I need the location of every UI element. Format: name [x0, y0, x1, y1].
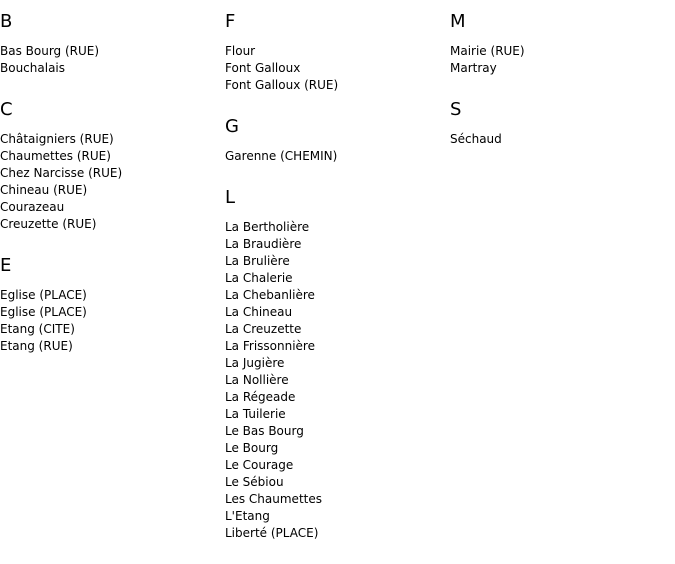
street-list [225, 43, 445, 94]
street-link[interactable]: La Régeade [225, 390, 296, 404]
letter-group-b [0, 11, 220, 77]
street-link[interactable]: Font Galloux [225, 61, 301, 75]
street-link[interactable]: La Jugière [225, 356, 285, 370]
street-link[interactable]: La Nollière [225, 373, 289, 387]
letter-group-e [0, 255, 220, 355]
street-link[interactable]: Martray [450, 61, 497, 75]
letter-group-f [225, 11, 445, 94]
letter-heading: S [450, 99, 462, 120]
street-link[interactable]: La Brulière [225, 254, 290, 268]
street-link[interactable]: La Bertholière [225, 220, 310, 234]
street-link[interactable]: La Chineau [225, 305, 293, 319]
street-link[interactable]: Flour [225, 44, 256, 58]
street-link[interactable]: La Creuzette [225, 322, 302, 336]
street-link[interactable]: Les Chaumettes [225, 492, 322, 506]
index-column-3 [450, 0, 670, 170]
letter-group-g [225, 116, 445, 165]
street-link[interactable]: Le Courage [225, 458, 294, 472]
letter-heading: F [225, 11, 236, 32]
street-list [0, 287, 220, 355]
street-link[interactable]: Eglise (PLACE) [0, 288, 87, 302]
letter-heading: M [450, 11, 466, 32]
street-link[interactable]: La Chebanlière [225, 288, 315, 302]
street-link[interactable]: Garenne (CHEMIN) [225, 149, 338, 163]
street-link[interactable]: Chaumettes (RUE) [0, 149, 111, 163]
letter-group-c [0, 99, 220, 233]
street-link[interactable]: Courazeau [0, 200, 65, 214]
letter-heading: G [225, 116, 239, 137]
street-list [450, 43, 670, 77]
letter-group-l [225, 187, 445, 542]
street-link[interactable]: Etang (RUE) [0, 339, 73, 353]
street-link[interactable]: La Frissonnière [225, 339, 315, 353]
street-list [225, 148, 445, 165]
street-list [225, 219, 445, 542]
street-link[interactable]: Le Bourg [225, 441, 279, 455]
street-link[interactable]: Le Bas Bourg [225, 424, 304, 438]
street-link[interactable]: Châtaigniers (RUE) [0, 132, 114, 146]
index-column-1 [0, 0, 220, 377]
letter-heading: E [0, 255, 12, 276]
street-link[interactable]: Chineau (RUE) [0, 183, 88, 197]
street-link[interactable]: Creuzette (RUE) [0, 217, 97, 231]
street-list [0, 43, 220, 77]
letter-heading: C [0, 99, 13, 120]
street-link[interactable]: L'Etang [225, 509, 270, 523]
street-link[interactable]: Eglise (PLACE) [0, 305, 87, 319]
street-link[interactable]: Chez Narcisse (RUE) [0, 166, 123, 180]
index-column-2 [225, 0, 445, 564]
street-link[interactable]: Mairie (RUE) [450, 44, 525, 58]
street-link[interactable]: Bouchalais [0, 61, 66, 75]
street-link[interactable]: Liberté (PLACE) [225, 526, 319, 540]
letter-heading: L [225, 187, 236, 208]
street-link[interactable]: Séchaud [450, 132, 502, 146]
street-link[interactable]: Font Galloux (RUE) [225, 78, 339, 92]
street-link[interactable]: La Braudière [225, 237, 302, 251]
street-link[interactable]: Bas Bourg (RUE) [0, 44, 100, 58]
street-link[interactable]: Le Sébiou [225, 475, 284, 489]
street-list [450, 131, 670, 148]
letter-heading: B [0, 11, 13, 32]
letter-group-m [450, 11, 670, 77]
street-link[interactable]: Etang (CITE) [0, 322, 75, 336]
street-link[interactable]: La Tuilerie [225, 407, 286, 421]
street-list [0, 131, 220, 233]
street-link[interactable]: La Chalerie [225, 271, 293, 285]
letter-group-s [450, 99, 670, 148]
